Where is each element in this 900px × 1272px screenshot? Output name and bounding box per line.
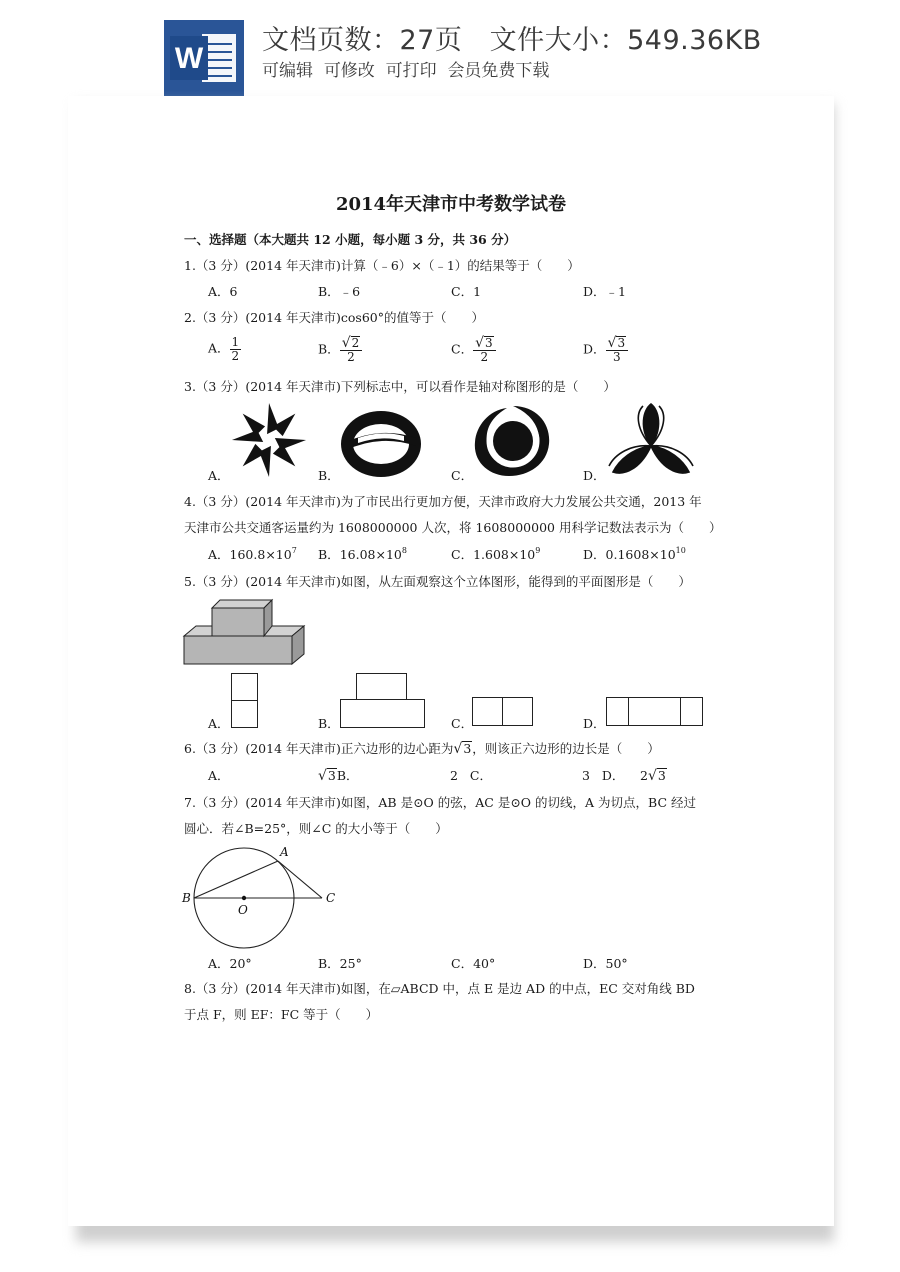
- document-stats: [262, 18, 762, 57]
- view-option-d-shape: [606, 697, 704, 727]
- document-features: [262, 56, 549, 81]
- q6-option-a-label: A．: [208, 768, 230, 783]
- q3-option-c: C．: [451, 468, 474, 483]
- q4-option-a: A．$160.8\times 10^7$: [208, 546, 297, 562]
- logo-a-pinwheel-star: [230, 402, 308, 478]
- q2-option-d: D． √ 3 3: [583, 336, 628, 364]
- q6-option-b-value: 2 C．: [450, 768, 492, 783]
- question-1-stem: 1.（3 分）(2014 年天津市)计算（﹣6）×（﹣1）的结果等于（ ）: [184, 258, 580, 273]
- document-info-banner: [0, 0, 900, 100]
- page-count: 文档页数：27页: [262, 25, 463, 56]
- fraction-root2-over-2: √ 2 2: [340, 336, 363, 364]
- feature-editable: 可编辑: [262, 61, 313, 81]
- view-option-a-shape: [231, 673, 259, 729]
- section-heading: 一、选择题（本大题共 12 小题，每小题 3 分，共 36 分）: [184, 232, 517, 247]
- q2-option-c: C． √ 3 2: [451, 336, 496, 364]
- q4-option-b: B．$16.08\times 10^8$: [318, 546, 407, 562]
- view-option-b-shape: [340, 673, 426, 729]
- question-5-stem: 5.（3 分）(2014 年天津市)如图，从左面观察这个立体图形，能得到的平面图形是（ ）: [184, 574, 691, 589]
- q5-option-b: B．: [318, 716, 340, 731]
- question-4-stem-line2: 天津市公共交通客运量约为 1608000000 人次，将 1608000000 用科学记数法表示为（ ）: [184, 520, 722, 535]
- point-c-label: C: [326, 891, 336, 905]
- q5-option-a: A．: [208, 716, 230, 731]
- word-doc-icon: [164, 20, 244, 96]
- exam-title: 2014年天津市中考数学试卷: [335, 194, 567, 215]
- q4-option-c: C．$1.608\times 10^9$: [451, 546, 541, 562]
- q7-option-d: D．50°: [583, 956, 628, 971]
- q6-option-d-value: 2 √ 3: [640, 768, 666, 784]
- q7-option-b: B．25°: [318, 956, 362, 971]
- exam-page: [68, 96, 834, 1226]
- q7-option-a: A．20°: [208, 956, 252, 971]
- question-7-stem-line2: 圆心．若∠B=25°，则∠C 的大小等于（ ）: [184, 821, 448, 836]
- question-3-stem: 3.（3 分）(2014 年天津市)下列标志中，可以看作是轴对称图形的是（ ）: [184, 379, 616, 394]
- q4-option-d: D．$0.1608\times 10^{10}$: [583, 546, 686, 562]
- q6-option-c-value: 3 D．: [582, 768, 625, 783]
- feature-modifiable: 可修改: [323, 61, 375, 81]
- q1-option-d: D．﹣1: [583, 284, 626, 299]
- file-size: 文件大小：549.36KB: [489, 25, 762, 56]
- q3-option-b: B．: [318, 468, 340, 483]
- point-o-label: O: [238, 903, 248, 917]
- logo-b-split-ring: [338, 408, 424, 480]
- question-7-stem-line1: 7.（3 分）(2014 年天津市)如图，AB 是⊙O 的弦，AC 是⊙O 的切线，A 为切点，BC 经过: [184, 795, 696, 810]
- q1-option-b: B．﹣6: [318, 284, 361, 299]
- svg-text:W: W: [174, 42, 204, 75]
- circle-tangent-figure: [180, 844, 340, 948]
- fraction-one-half: $\frac{1}{2}$: [231, 335, 240, 363]
- q5-option-d: D．: [583, 716, 606, 731]
- q2-option-a: A． $\frac{1}{2}$: [208, 335, 240, 363]
- q5-option-c: C．: [451, 716, 474, 731]
- point-a-label: A: [280, 845, 289, 859]
- q2-option-b: B． √ 2 2: [318, 336, 362, 364]
- q6-option-a-value: √ 3 B．: [318, 768, 359, 784]
- q1-option-c: C．1: [451, 284, 482, 299]
- logo-c-swirl-circle: [471, 404, 553, 478]
- question-6-stem: 6.（3 分）(2014 年天津市)正六边形的边心距为 √ 3 ，则该正六边形的边长是（ ）: [184, 741, 660, 757]
- feature-printable: 可打印: [385, 61, 437, 81]
- question-8-stem-line2: 于点 F，则 EF：FC 等于（ ）: [184, 1007, 379, 1022]
- q7-option-c: C．40°: [451, 956, 496, 971]
- q3-option-a: A．: [208, 468, 230, 483]
- question-2-stem: 2.（3 分）(2014 年天津市)cos60°的值等于（ ）: [184, 310, 484, 325]
- fraction-root3-over-2: √ 3 2: [473, 336, 496, 364]
- fraction-root3-over-3: √ 3 3: [606, 336, 629, 364]
- question-4-stem-line1: 4.（3 分）(2014 年天津市)为了市民出行更加方便，天津市政府大力发展公共交通，2013 年: [184, 494, 702, 509]
- feature-free-download: 会员免费下载: [447, 61, 550, 81]
- solid-figure-3d: [184, 598, 308, 668]
- point-b-label: B: [182, 891, 191, 905]
- question-8-stem-line1: 8.（3 分）(2014 年天津市)如图，在▱ABCD 中，点 E 是边 AD 的中点，EC 交对角线 BD: [184, 981, 695, 996]
- logo-d-three-petal-flower: [608, 402, 694, 480]
- q1-option-a: A．6: [208, 284, 238, 299]
- q3-option-d: D．: [583, 468, 606, 483]
- view-option-c-shape: [472, 697, 534, 727]
